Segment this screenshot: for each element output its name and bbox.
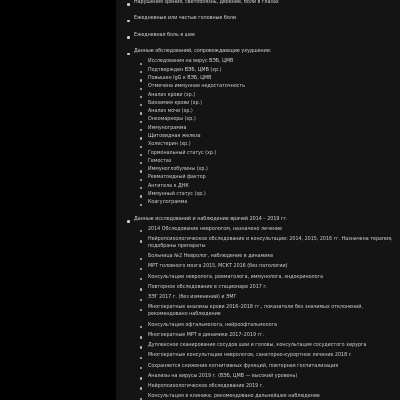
sublist-item: Гормональный статус (хр.) [134,151,394,158]
sublist-item: Гемостаз [134,159,394,166]
list-item-text: Ежедневные или частые головные боли [134,16,236,22]
sublist-item: Нейропсихологическое обследование и консультации: 2014, 2015, 2016 гг. Назначена терапия, подобраны препараты [134,237,394,251]
sublist-item: Биохимия крови (хр.) [134,101,394,108]
sublist-item: Многократные МРТ в динамике 2017–2019 гг. [134,333,394,340]
sublist-item: Коагулограмма [134,200,394,207]
sublist-item: Нейропсихологическое обследование 2019 г. [134,384,394,391]
sublist-item: Многократные анализы крови 2016–2018 гг., показатели без значимых отклонений, рекомендовано наблюдение [134,305,394,319]
history-sublist [134,227,394,400]
list-item [126,49,394,207]
list-item-text: Данные исследований и наблюдение врачей 2014 – 2019 гг. [134,216,288,222]
sublist-item: Щитовидная железа [134,134,394,141]
sublist-item: МРТ головного мозга 2015, МСКТ 2016 (без патологии) [134,264,394,271]
sublist-item: Иммунный статус (хр.) [134,192,394,199]
sublist-item: Многократные консультации неврологов, санаторно-курортное лечение 2018 г. [134,353,394,360]
sublist-item: Консультации невролога, ревматолога, иммунолога, эндокринолога [134,275,394,282]
sublist-item: Ревматоидный фактор [134,175,394,182]
sublist-item: 2014 Обследование неврологом, назначено лечение [134,227,394,234]
sublist-item: Сохраняется снижение когнитивных функций, повторная госпитализация [134,364,394,371]
sublist-item: Подтвержден ВЭБ, ЦМВ (хр.) [134,68,394,75]
document-content [116,0,400,400]
sublist-item: Иммунограмма [134,126,394,133]
sublist-item: Отмечена иммунная недостаточность [134,84,394,91]
sublist-item: Холестерин (хр.) [134,142,394,149]
symptom-list [126,0,394,400]
sublist-item: Анализы на вирусы 2019 г. (ВЭБ, ЦМВ — высокий уровень) [134,374,394,381]
sublist-item: Анализ мочи (хр.) [134,109,394,116]
list-item-text: Нарушения зрения, светобоязнь, двоение, боли в глазах [134,0,279,5]
sublist-item: Консультация в клинике, рекомендовано дальнейшее наблюдение [134,394,394,400]
document-page [116,0,400,400]
sublist-item: ЭЭГ 2017 г. (без изменений) и ЭМГ [134,295,394,302]
sublist-item: Иммуноглобулины (хр.) [134,167,394,174]
sublist-item: Консультация офтальмолога, нейроофтальмолога [134,323,394,330]
sublist-item: Повышен IgG к ВЭБ, ЦМВ [134,76,394,83]
list-item-text: Ежедневная боль в шее [134,32,195,38]
sublist-item: Больница №2 Невролог, наблюдение в динамике [134,254,394,261]
sublist-item: Онкомаркеры (хр.) [134,117,394,124]
examination-sublist [134,59,394,207]
sublist-item: Антитела к ДНК [134,184,394,191]
list-item [126,0,394,7]
list-item [126,16,394,23]
sublist-item: Исследования на вирус ВЭБ, ЦМВ [134,59,394,66]
list-item [126,33,394,40]
sublist-item: Анализ крови (хр.) [134,93,394,100]
sublist-item: Повторное обследование в стационаре 2017 г. [134,285,394,292]
list-item [126,217,394,400]
list-item-text: Данные обследований, сопровождающие ухудшение: [134,49,272,55]
sublist-item: Дуплексное сканирование сосудов шеи и головы, консультация сосудистого хирурга [134,343,394,350]
